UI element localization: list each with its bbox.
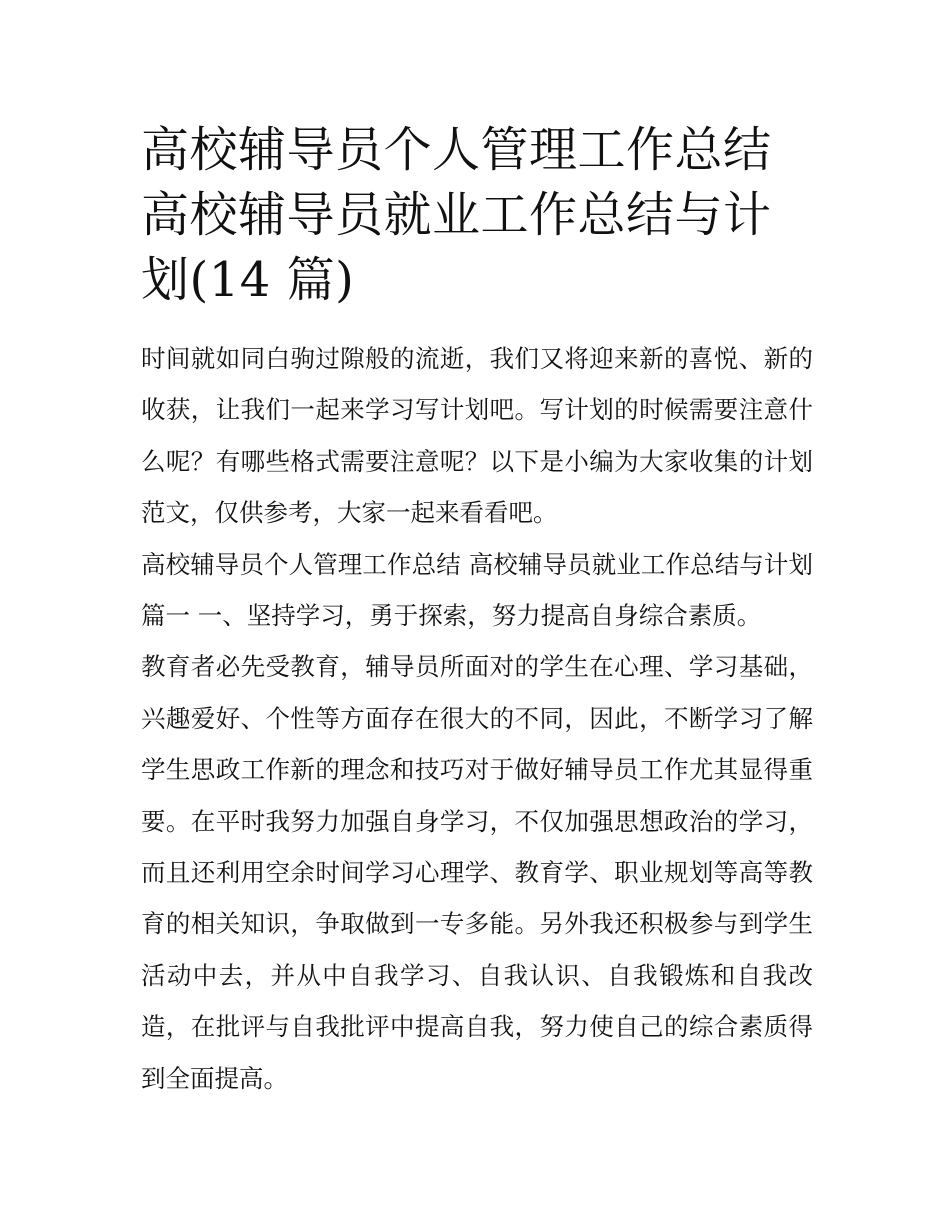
section-heading-paragraph: 高校辅导员个人管理工作总结 高校辅导员就业工作总结与计划篇一 一、坚持学习，勇于探索，努力提高自身综合素质。 xyxy=(141,549,813,631)
body-paragraph: 教育者必先受教育，辅导员所面对的学生在心理、学习基础，兴趣爱好、个性等方面存在很大的不同，因此，不断学习了解学生思政工作新的理念和技巧对于做好辅导员工作尤其显得重要。在平时我努力加强自身学习，不仅加强思想政治的学习，而且还利用空余时间学习心理学、教育学、职业规划等高等教育的相关知识，争取做到一专多能。另外我还积极参与到学生活动中去，并从中自我学习、自我认识、自我锻炼和自我改造，在批评与自我批评中提高自我，努力使自己的综合素质得到全面提高。 xyxy=(141,652,813,1093)
intro-paragraph: 时间就如同白驹过隙般的流逝，我们又将迎来新的喜悦、新的收获，让我们一起来学习写计划吧。写计划的时候需要注意什么呢？有哪些格式需要注意呢？以下是小编为大家收集的计划范文，仅供参考，大家一起来看看吧。 xyxy=(141,344,813,528)
document-title: 高校辅导员个人管理工作总结 高校辅导员就业工作总结与计划(14 篇) xyxy=(141,122,772,308)
document-body xyxy=(141,118,813,1104)
